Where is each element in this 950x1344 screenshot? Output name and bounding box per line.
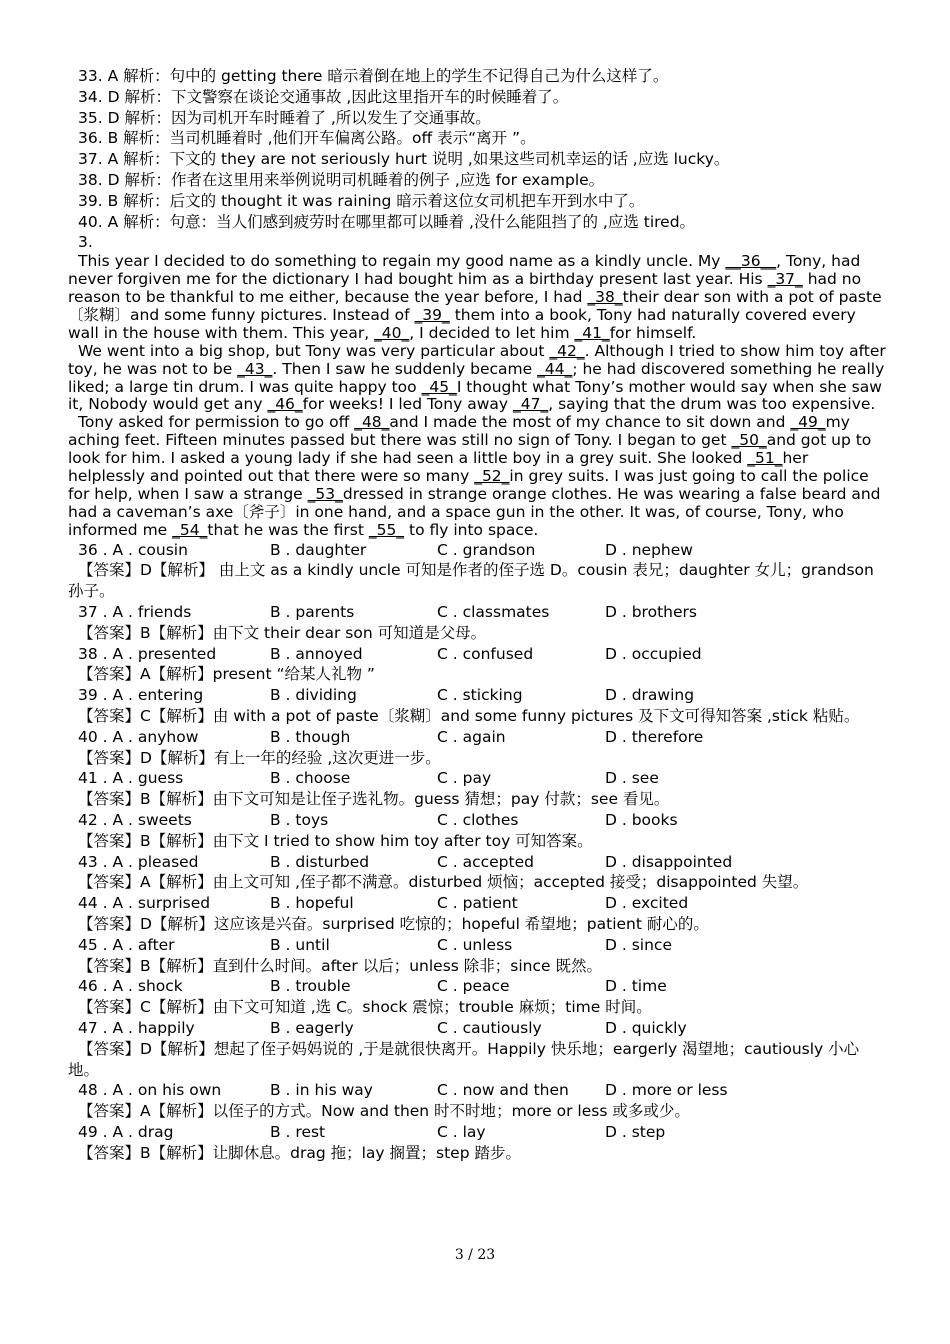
question-44-options: 44 . A . surprised B . hopeful C . patient D . excited: [78, 894, 689, 913]
blank-53: _53_: [307, 484, 343, 503]
page-number: 3 / 23: [454, 1247, 496, 1263]
note-line: 40. A 解析：句意：当人们感到疲劳时在哪里都可以睡着 ,没什么能阻挡了的 ,应选 tired。: [78, 212, 696, 231]
note-line: 33. A 解析：句中的 getting there 暗示着倒在地上的学生不记得自己为什么这样了。: [78, 67, 669, 85]
question-49-options: 49 . A . drag B . rest C . lay D . step: [78, 1122, 666, 1141]
blank-55: _55_: [368, 520, 405, 539]
passage-paragraph-3: Tony asked for permission to go off _48_and I made the most of my chance to sit down and _49_my aching feet. Fifteen minutes passed but there was still no sign of Tony. I began to get _50_and got up to look for him. I asked a young lady if she had seen a little boy in a grey suit. She looked _51_her helplessly and pointed out that there were so many _52_in grey suits. I was just going to call the police for help, when I saw a strange _53_dressed in strange orange clothes. He was wearing a false beard and had a caveman’s axe〔斧子〕in one hand, and a space gun in the other. It was, of course, Tony, who informed me _54_that he was the first _55_ to fly into space.: [68, 413, 881, 539]
question-48-options: 48 . A . on his own B . in his way C . now and then D . more or less: [78, 1081, 728, 1100]
blank-51: _51_: [747, 449, 783, 468]
cloze-passage: [68, 253, 886, 540]
question-41-answer: 【答案】B【解析】由下文可知是让侄子选礼物。guess 猜想；pay 付款；see 看见。: [78, 790, 670, 809]
passage-paragraph-1: This year I decided to do something to regain my good name as a kindly uncle. My __36__, Tony, had never forgiven me for the dictionary I had bought him as a birthday present last year. His _37_ had no reason to be thankful to me either, because the year before, I had _38_their dear son with a pot of paste〔浆糊〕and some funny pictures. Instead of _39_ them into a book, Tony had naturally covered every wall in the house with them. This year, _40_, I decided to let him _41_for himself.: [68, 252, 882, 342]
blank-37: _37_: [767, 270, 803, 289]
blank-45: _45_: [421, 377, 457, 396]
question-36-answer: 【答案】D【解析】 由上文 as a kindly uncle 可知是作者的侄子选 D。cousin 表兄；daughter 女儿；grandson 孙子。: [68, 561, 874, 601]
blank-47: _47_: [512, 395, 549, 414]
passage-paragraph-2: We went into a big shop, but Tony was very particular about _42_. Although I tried to show him toy after toy, he was not to be _43_. Then I saw he suddenly became _44_; he had discovered something he really liked; a large tin drum. I was quite happy too _45_I thought what Tony’s mother would say when she saw it, Nobody would get any _46_for weeks! I led Tony away _47_, saying that the drum was too expensive.: [68, 341, 886, 414]
blank-36: __36__: [725, 252, 777, 271]
question-38-options: 38 . A . presented B . annoyed C . confused D . occupied: [78, 644, 702, 663]
question-46-options: 46 . A . shock B . trouble C . peace D . time: [78, 977, 667, 996]
blank-40: _40_: [374, 323, 410, 342]
note-line: 35. D 解析：因为司机开车时睡着了 ,所以发生了交通事故。: [78, 108, 491, 127]
blank-54: _54_: [172, 520, 208, 539]
blank-46: _46_: [267, 395, 303, 414]
question-38-answer: 【答案】A【解析】present “给某人礼物 ”: [78, 665, 375, 684]
question-43-answer: 【答案】A【解析】由上文可知 ,侄子都不满意。disturbed 烦恼；accepted 接受；disappointed 失望。: [78, 873, 809, 892]
question-48-answer: 【答案】A【解析】以侄子的方式。Now and then 时不时地；more or less 或多或少。: [78, 1102, 690, 1121]
blank-52: _52_: [474, 467, 510, 486]
note-line: 39. B 解析：后文的 thought it was raining 暗示着这位女司机把车开到水中了。: [78, 191, 645, 210]
question-36-options: 36 . A . cousin B . daughter C . grandson D . nephew: [78, 540, 693, 559]
section-number: 3.: [78, 233, 93, 252]
blank-49: _49_: [790, 413, 826, 432]
question-42-answer: 【答案】B【解析】由下文 I tried to show him toy after toy 可知答案。: [78, 831, 593, 850]
blank-44: _44_: [537, 359, 573, 378]
question-40-options: 40 . A . anyhow B . though C . again D . therefore: [78, 727, 704, 746]
notes-list: [68, 66, 886, 253]
question-37-options: 37 . A . friends B . parents C . classmates D . brothers: [78, 603, 697, 622]
note-line: 38. D 解析：作者在这里用来举例说明司机睡着的例子 ,应选 for example。: [78, 170, 605, 189]
question-list: [68, 540, 886, 1164]
note-line: 34. D 解析：下文警察在谈论交通事故 ,因此这里指开车的时候睡着了。: [78, 87, 569, 106]
blank-39: _39_: [414, 305, 450, 324]
blank-43: _43_: [237, 359, 273, 378]
question-39-answer: 【答案】C【解析】由 with a pot of paste〔浆糊〕and some funny pictures 及下文可得知答案 ,stick 粘贴。: [78, 707, 860, 726]
question-44-answer: 【答案】D【解析】这应该是兴奋。surprised 吃惊的；hopeful 希望地；patient 耐心的。: [78, 915, 709, 934]
question-49-answer: 【答案】B【解析】让脚休息。drag 拖；lay 搁置；step 踏步。: [78, 1143, 521, 1162]
question-42-options: 42 . A . sweets B . toys C . clothes D . books: [78, 811, 678, 830]
question-46-answer: 【答案】C【解析】由下文可知道 ,选 C。shock 震惊；trouble 麻烦；time 时间。: [78, 998, 652, 1017]
note-line: 37. A 解析：下文的 they are not seriously hurt 说明 ,如果这些司机幸运的话 ,应选 lucky。: [78, 150, 730, 169]
blank-42: _42_: [549, 341, 585, 360]
blank-48: _48_: [354, 413, 390, 432]
blank-50: _50_: [731, 431, 767, 450]
question-41-options: 41 . A . guess B . choose C . pay D . see: [78, 769, 659, 788]
note-line: 36. B 解析：当司机睡着时 ,他们开车偏离公路。off 表示“离开 ”。: [78, 129, 536, 148]
question-45-options: 45 . A . after B . until C . unless D . since: [78, 935, 672, 954]
question-47-answer: 【答案】D【解析】想起了侄子妈妈说的 ,于是就很快离开。Happily 快乐地；eargerly 渴望地；cautiously 小心地。: [68, 1039, 860, 1079]
blank-41: _41_: [574, 323, 610, 342]
question-45-answer: 【答案】B【解析】直到什么时间。after 以后；unless 除非；since 既然。: [78, 956, 602, 975]
question-40-answer: 【答案】D【解析】有上一年的经验 ,这次更进一步。: [78, 748, 441, 767]
document-page: [68, 66, 886, 1164]
question-37-answer: 【答案】B【解析】由下文 their dear son 可知道是父母。: [78, 623, 487, 642]
question-47-options: 47 . A . happily B . eagerly C . cautiously D . quickly: [78, 1019, 687, 1037]
question-39-options: 39 . A . entering B . dividing C . sticking D . drawing: [78, 686, 695, 705]
blank-38: _38_: [587, 287, 623, 306]
question-43-options: 43 . A . pleased B . disturbed C . accepted D . disappointed: [78, 852, 733, 871]
